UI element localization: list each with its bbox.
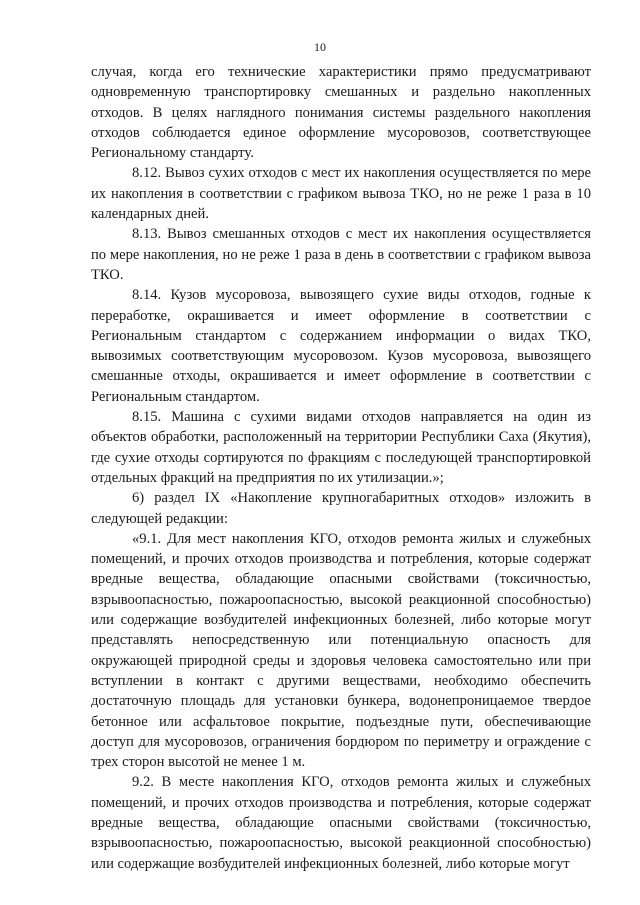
paragraph-item-6: 6) раздел IX «Накопление крупногабаритных отходов» изложить в следующей редакции: xyxy=(91,490,591,527)
paragraph-9-1: «9.1. Для мест накопления КГО, отходов ремонта жилых и служебных помещений, и прочих отходов производства и потребления, которые содержат вредные вещества, обладающие опасными свойствами (токсичностью, взрывоопасностью, пожароопасностью, высокой реакционной способностью) или содержащие возбудителей инфекционных болезней, либо которые могут представлять непосредственную или потенциальную опасность для окружающей природной среды и здоровья человека самостоятельно или при вступлении в контакт с другими веществами, необходимо обеспечить достаточную площадь для установки бункера, водонепроницаемое твердое бетонное или асфальтовое покрытие, подъездные пути, обеспечивающие доступ для мусоровозов, ограничения бордюром по периметру и ограждение с трех сторон высотой не менее 1 м. xyxy=(91,530,591,771)
page-number: 10 xyxy=(314,40,326,54)
paragraph-8-15: 8.15. Машина с сухими видами отходов направляется на один из объектов обработки, расположенный на территории Республики Саха (Якутия), где сухие отходы сортируются по фракциям с последующей транспортировкой отдельных фракций на предприятия по их утилизации.»; xyxy=(91,409,591,486)
paragraph-8-13: 8.13. Вывоз смешанных отходов с мест их накопления осуществляется по мере накопления, но не реже 1 раза в день в соответствии с графиком вывоза ТКО. xyxy=(91,226,591,283)
paragraph-continuation: случая, когда его технические характеристики прямо предусматривают одновременную транспортировку смешанных и раздельно накопленных отходов. В целях наглядного понимания системы раздельного накопления отходов соблюдается единое оформление мусоровозов, соответствующее Региональному стандарту. xyxy=(91,64,591,162)
paragraph-9-2: 9.2. В месте накопления КГО, отходов ремонта жилых и служебных помещений, и прочих отходов производства и потребления, которые содержат вредные вещества, обладающие опасными свойствами (токсичностью, взрывоопасностью, пожароопасностью, высокой реакционной способностью) или содержащие возбудителей инфекционных болезней, либо которые могут xyxy=(91,774,591,872)
document-body xyxy=(91,62,591,874)
paragraph-8-12: 8.12. Вывоз сухих отходов с мест их накопления осуществляется по мере их накопления в соответствии с графиком вывоза ТКО, но не реже 1 раза в 10 календарных дней. xyxy=(91,165,591,223)
paragraph-8-14: 8.14. Кузов мусоровоза, вывозящего сухие виды отходов, годные к переработке, окрашивается и имеет оформление в соответствии с Региональным стандартом с содержанием информации о видах ТКО, вывозимых соответствующим мусоровозом. Кузов мусоровоза, вывозящего смешанные отходы, окрашивается и имеет оформление в соответствии с Региональным стандартом. xyxy=(91,287,591,405)
